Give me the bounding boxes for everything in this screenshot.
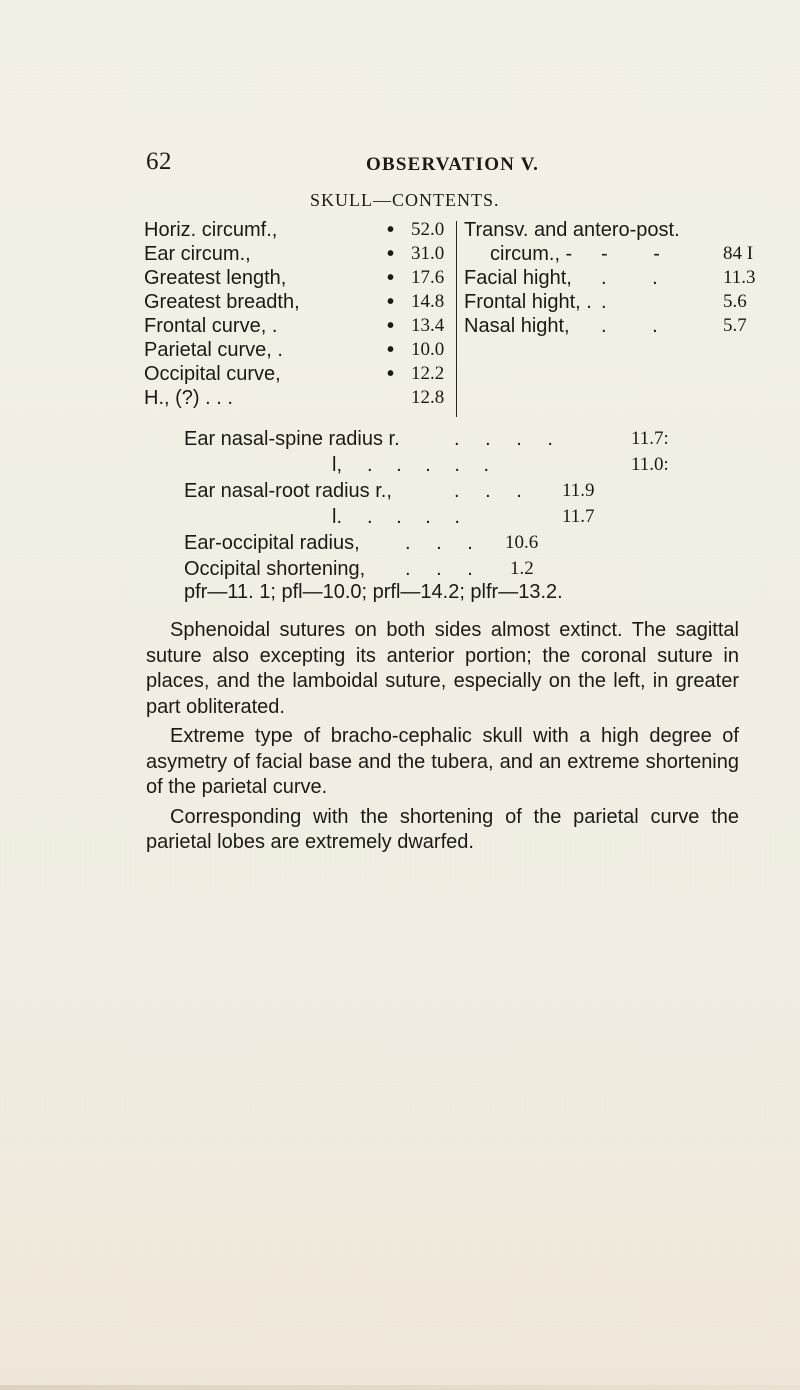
paragraph: Extreme type of bracho-cephalic skull with a high degree of asymetry of facial base and the tubera, and an extreme shortening of the parietal curve. (146, 725, 739, 798)
measurement-label: Facial hight, (464, 267, 572, 289)
radius-label: l, (332, 454, 342, 476)
radius-value: 11.7: (631, 428, 669, 449)
measurement-value: 52.0 (411, 219, 445, 240)
measurement-label: Occipital curve, (144, 363, 281, 385)
leader-dots: . . (601, 267, 678, 289)
bottom-edge (0, 1385, 800, 1390)
leader-dots: . . . (405, 558, 483, 580)
measurement-label: Horiz. circumf., (144, 219, 278, 241)
radius-label: Ear-occipital radius, (184, 532, 360, 554)
measurement-row (144, 362, 456, 386)
leader-dots: . (601, 291, 627, 313)
leader-dots: . . . . . (367, 454, 499, 476)
radius-value: 11.0: (631, 454, 669, 475)
paragraph: Corresponding with the shortening of the parietal curve the parietal lobes are extremely dwarfed. (146, 805, 739, 853)
measurement-value: 10.0 (411, 339, 445, 360)
measurement-value: 5.6 (723, 291, 747, 312)
measurement-value: 17.6 (411, 267, 445, 288)
column-divider (456, 221, 457, 417)
running-head: OBSERVATION V. (366, 154, 540, 175)
page-number: 62 (146, 148, 172, 175)
measurement-label: Nasal hight, (464, 315, 570, 337)
bullet-dot: • (387, 267, 395, 289)
measurement-label: Greatest length, (144, 267, 287, 289)
measurement-row (144, 242, 456, 266)
radius-label: Occipital shortening, (184, 558, 366, 580)
measurement-row (144, 218, 456, 242)
measurement-row (464, 218, 764, 242)
measurement-label: Ear circum., (144, 243, 251, 265)
measurement-value: 5.7 (723, 315, 747, 336)
measurement-value: 13.4 (411, 315, 445, 336)
paragraph: Sphenoidal sutures on both sides almost extinct. The sagittal suture also excepting its anterior portion; the coronal suture in places, and the lamboidal suture, especially on the left, in greater part obliterated. (146, 619, 739, 718)
left-measurements-column (144, 218, 456, 420)
bullet-dot: • (387, 363, 395, 385)
radius-row (184, 556, 704, 582)
measurement-row (144, 266, 456, 290)
radius-value: 11.9 (562, 480, 595, 501)
measurement-row (144, 314, 456, 338)
radius-label: Ear nasal-root radius r., (184, 480, 392, 502)
measurement-value: 14.8 (411, 291, 445, 312)
leader-dots: . . . (405, 532, 483, 554)
formula-line: pfr—11. 1; pfl—10.0; prfl—14.2; plfr—13.2. (184, 581, 563, 603)
measurement-label: Greatest breadth, (144, 291, 300, 313)
bullet-dot: • (387, 219, 395, 241)
right-measurements-column (464, 218, 764, 338)
leader-dots: . . (601, 315, 678, 337)
measurement-label: Parietal curve, . (144, 339, 283, 361)
bullet-dot: • (387, 291, 395, 313)
measurement-label: Frontal hight, . (464, 291, 592, 313)
radius-value: 11.7 (562, 506, 595, 527)
radius-row (184, 530, 704, 556)
radius-row (184, 478, 704, 504)
radius-label: Ear nasal-spine radius r. (184, 428, 400, 450)
radius-value: 10.6 (505, 532, 539, 553)
measurement-row (464, 314, 764, 338)
measurement-row (464, 290, 764, 314)
measurement-value: 31.0 (411, 243, 445, 264)
measurement-row (464, 266, 764, 290)
measurement-value: 84 I (723, 243, 754, 264)
leader-dots: - - (601, 243, 680, 265)
measurement-row (144, 386, 456, 410)
radius-row (184, 426, 704, 452)
measurement-row (144, 290, 456, 314)
leader-dots: . . . (454, 480, 532, 502)
measurement-label: Frontal curve, . (144, 315, 278, 337)
bullet-dot: • (387, 339, 395, 361)
measurement-row (464, 242, 764, 266)
radius-value: 1.2 (510, 558, 534, 579)
skull-measurements-table (144, 218, 764, 420)
prose-text (146, 618, 739, 856)
measurement-value: 12.8 (411, 387, 445, 408)
measurement-value: 12.2 (411, 363, 445, 384)
measurement-value: 11.3 (723, 267, 756, 288)
measurement-label: Transv. and antero-post. (464, 219, 680, 241)
bullet-dot: • (387, 315, 395, 337)
page-header (146, 148, 756, 188)
radius-label: l. (332, 506, 342, 528)
leader-dots: . . . . (367, 506, 469, 528)
section-title: SKULL—CONTENTS. (310, 190, 500, 210)
measurement-label: circum., - (490, 243, 573, 265)
radius-row (184, 452, 704, 478)
measurement-label: H., (?) . . . (144, 387, 233, 409)
measurement-row (144, 338, 456, 362)
radius-row (184, 504, 704, 530)
leader-dots: . . . . (454, 428, 563, 450)
bullet-dot: • (387, 243, 395, 265)
radius-measurements (184, 426, 704, 600)
